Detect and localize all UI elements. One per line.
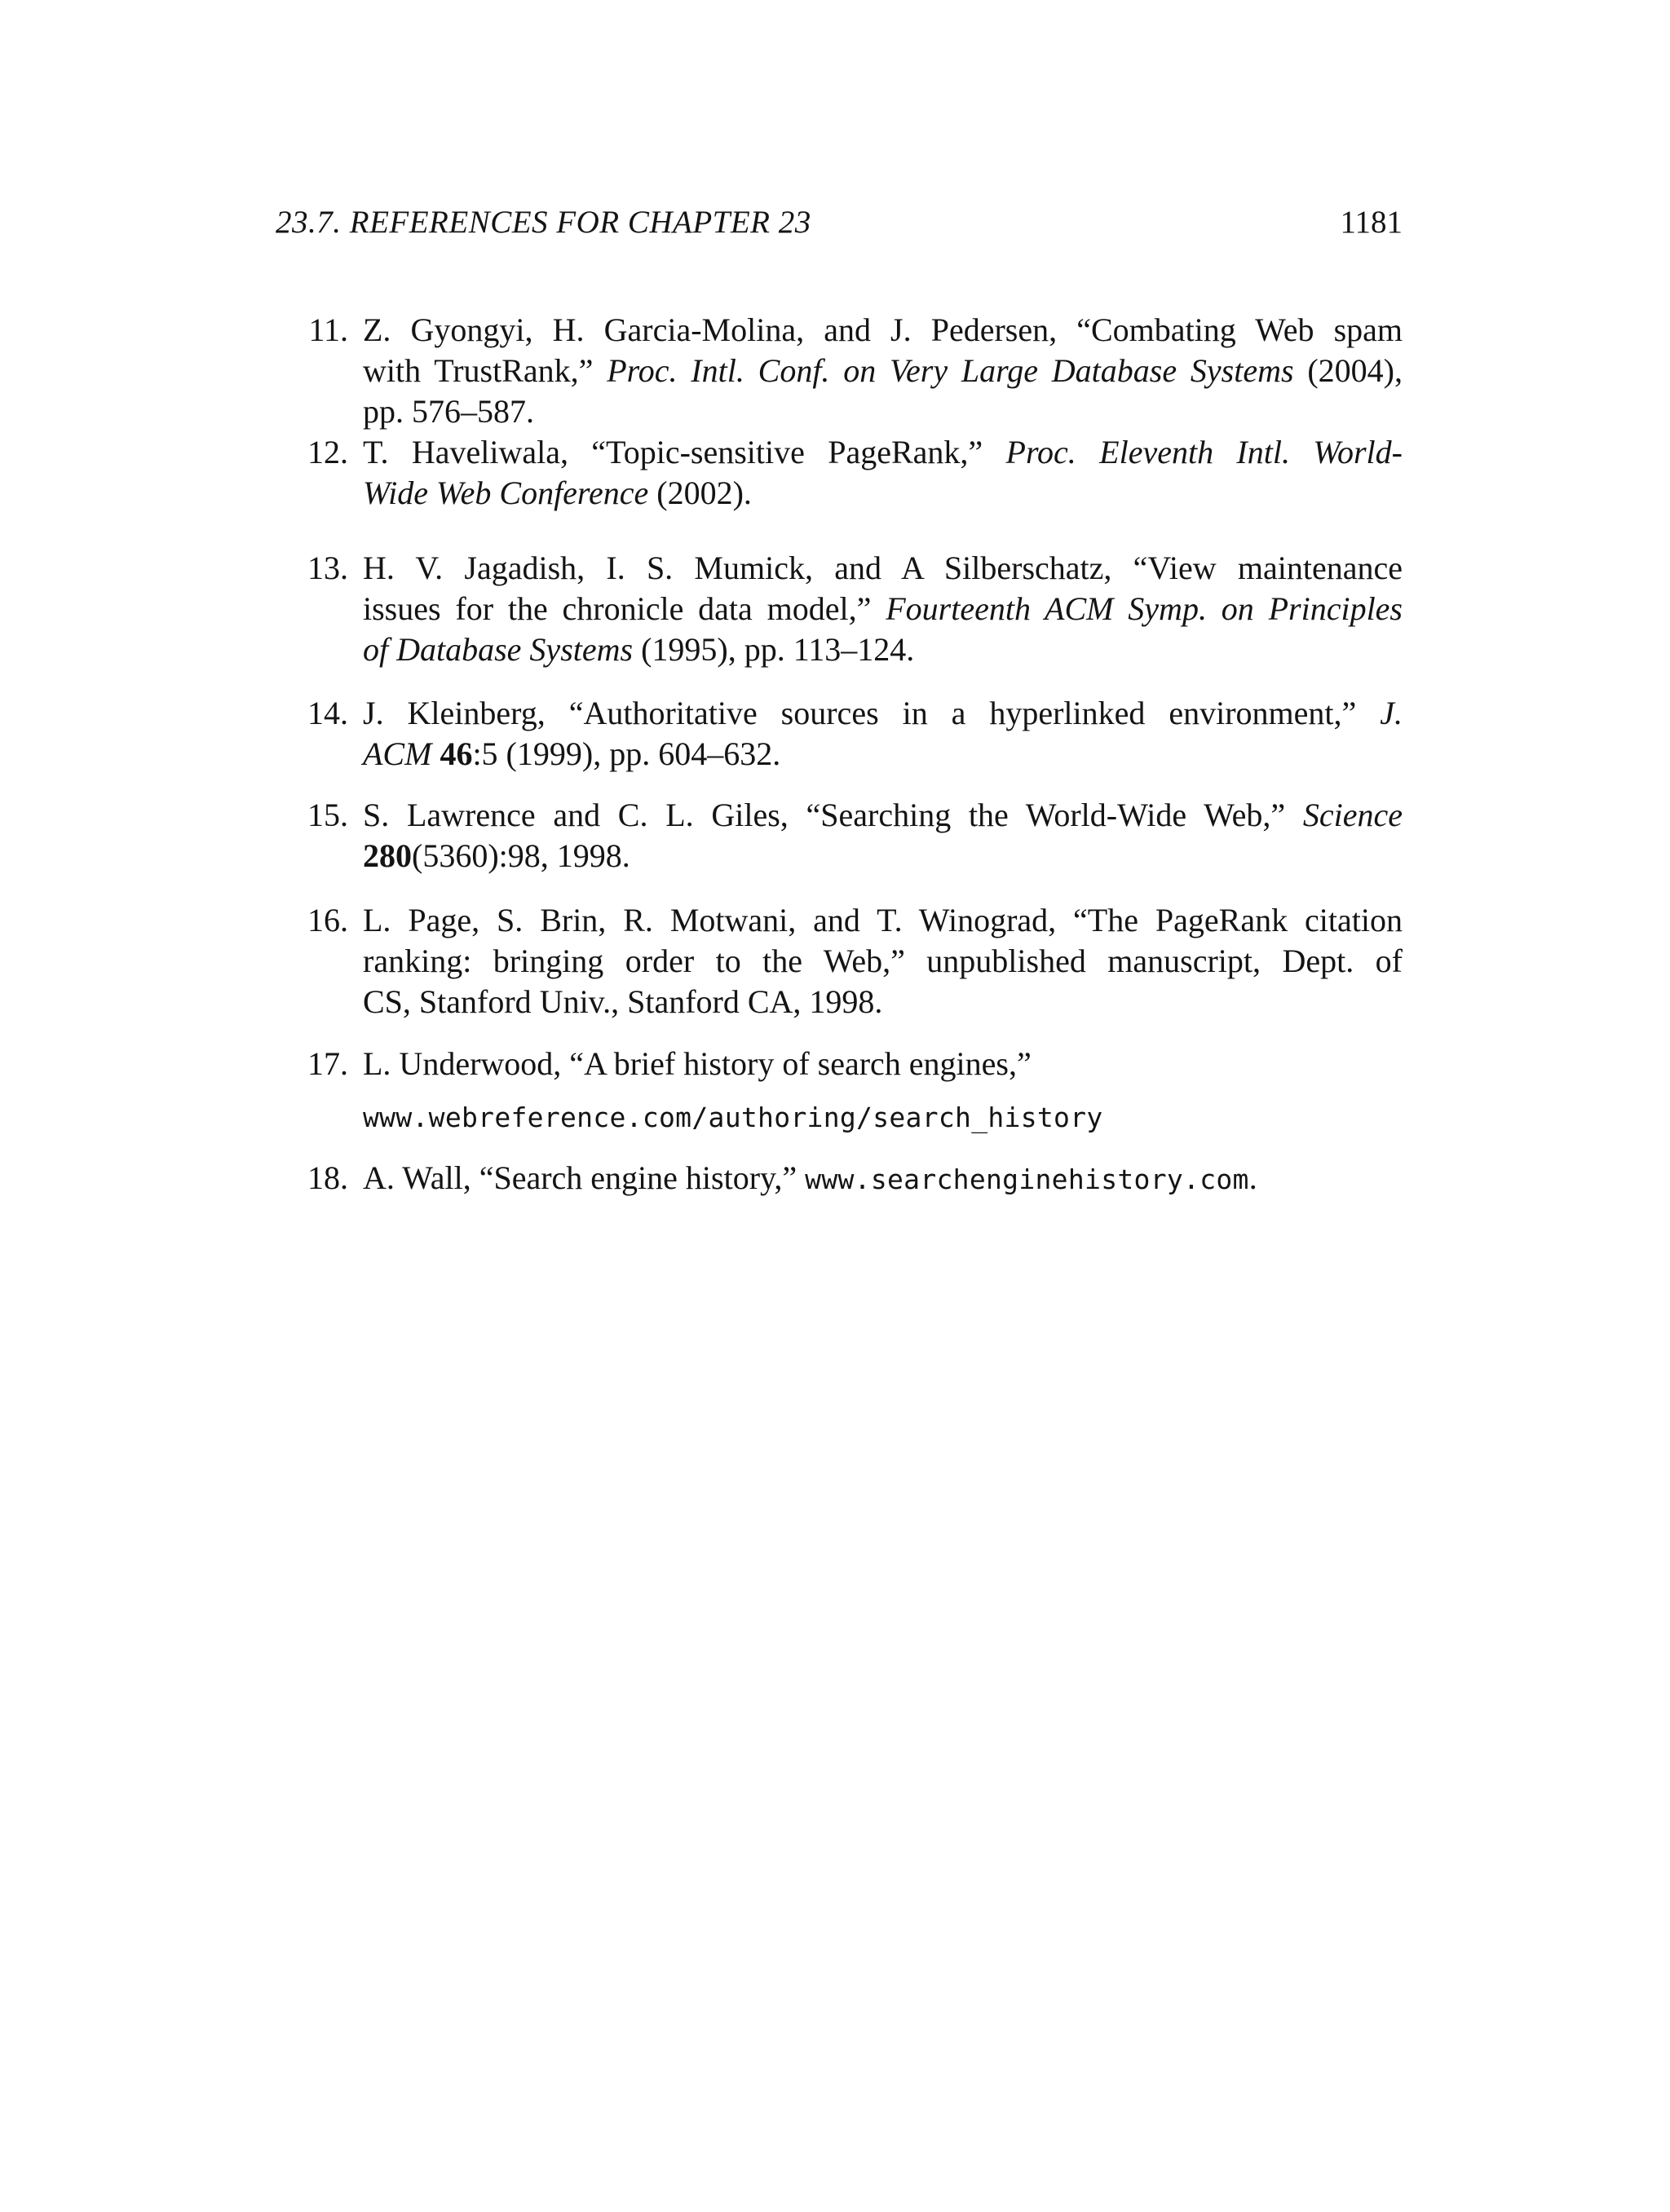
citation-text: (5360):98, 1998. (412, 837, 630, 874)
venue-text: ACM (363, 735, 432, 772)
reference-number: 16. (307, 902, 348, 938)
citation-text: L. Underwood, “A brief history of search engines,” (363, 1045, 1032, 1082)
citation-text: with TrustRank,” (363, 352, 607, 389)
citation-text: H. V. Jagadish, I. S. Mumick, and A Silberschatz, “View maintenance (363, 550, 1403, 586)
volume-text: 280 (363, 837, 412, 874)
reference-line (363, 629, 914, 670)
reference-line (363, 548, 1403, 589)
reference-line (363, 1158, 1257, 1200)
url-text: www.webreference.com/authoring/search_history (363, 1102, 1103, 1133)
reference-line (363, 734, 780, 775)
reference-line (363, 391, 534, 432)
citation-text: ranking: bringing order to the Web,” unpublished manuscript, Dept. of (363, 943, 1403, 979)
reference-line (363, 473, 752, 514)
citation-text: . (1248, 1159, 1257, 1196)
reference-number: 12. (307, 434, 348, 470)
reference-number: 15. (307, 797, 348, 833)
citation-text: Z. Gyongyi, H. Garcia-Molina, and J. Pedersen, “Combating Web spam (363, 311, 1403, 348)
reference-line (363, 900, 1403, 941)
citation-text: (2002). (648, 475, 752, 511)
reference-number: 11. (308, 311, 348, 348)
citation-text: (2004), (1293, 352, 1403, 389)
venue-text: J. (1380, 695, 1403, 731)
reference-line (363, 432, 1403, 473)
volume-text: 46 (440, 735, 473, 772)
reference-line (363, 1096, 1103, 1138)
reference-line (363, 982, 882, 1022)
reference-line (363, 693, 1403, 734)
page-number: 1181 (1340, 205, 1403, 240)
venue-text: of Database Systems (363, 631, 634, 668)
citation-text: L. Page, S. Brin, R. Motwani, and T. Winograd, “The PageRank citation (363, 902, 1403, 938)
reference-line (363, 795, 1403, 836)
venue-text: Wide Web Conference (363, 475, 649, 511)
reference-line (363, 589, 1403, 629)
citation-text: :5 (1999), pp. 604–632. (472, 735, 781, 772)
citation-text: (1995), pp. 113–124. (633, 631, 915, 668)
citation-text: CS, Stanford Univ., Stanford CA, 1998. (363, 983, 883, 1020)
venue-text: Proc. Intl. Conf. on Very Large Database Systems (607, 352, 1294, 389)
venue-text: Proc. Eleventh Intl. World- (1005, 434, 1403, 470)
reference-number: 17. (307, 1045, 348, 1082)
venue-text: Science (1302, 797, 1403, 833)
citation-text: T. Haveliwala, “Topic-sensitive PageRank,” (363, 434, 1006, 470)
citation-text: pp. 576–587. (363, 393, 534, 430)
reference-line (363, 310, 1403, 351)
citation-text (431, 735, 440, 772)
reference-number: 14. (307, 695, 348, 731)
reference-number: 18. (307, 1159, 348, 1196)
citation-text: A. Wall, “Search engine history,” (363, 1159, 806, 1196)
citation-text: J. Kleinberg, “Authoritative sources in a hyperlinked environment,” (363, 695, 1381, 731)
venue-text: Fourteenth ACM Symp. on Principles (886, 590, 1403, 627)
reference-line (363, 836, 630, 876)
citation-text: S. Lawrence and C. L. Giles, “Searching the World-Wide Web,” (363, 797, 1303, 833)
reference-number: 13. (307, 550, 348, 586)
url-text: www.searchenginehistory.com (805, 1163, 1249, 1195)
citation-text: issues for the chronicle data model,” (363, 590, 886, 627)
reference-line (363, 1044, 1032, 1084)
running-head: 23.7. REFERENCES FOR CHAPTER 23 (276, 205, 811, 240)
reference-line (363, 351, 1403, 391)
reference-line (363, 941, 1403, 982)
